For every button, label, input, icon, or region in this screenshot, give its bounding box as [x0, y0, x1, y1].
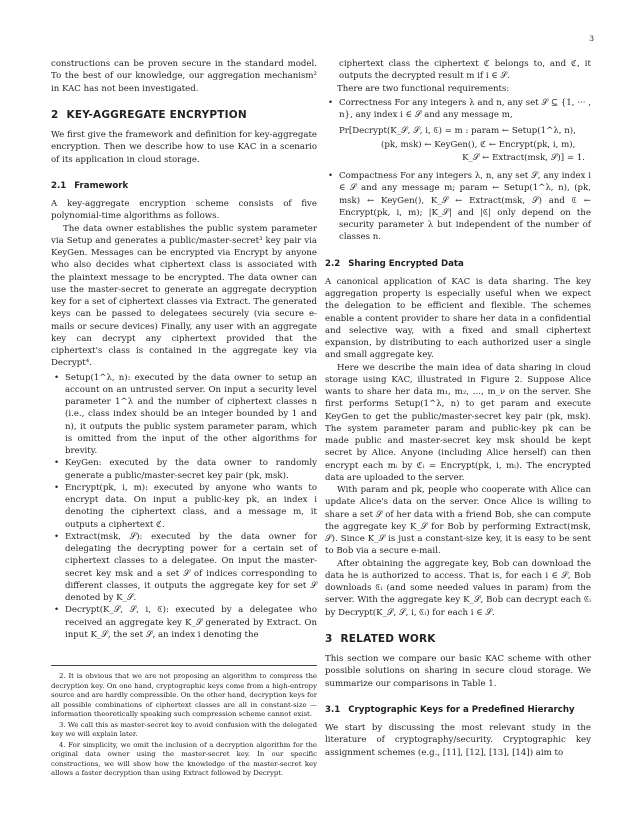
equation — [339, 125, 591, 164]
paragraph: We first give the framework and definition for key-aggregate encryption. Then we describe how to use KAC in a scenario of its application in cloud storage. — [51, 130, 317, 165]
footnote: 3. We call this as master-secret key to avoid confusion with the delegated key we will explain later. — [51, 720, 317, 738]
right-column — [325, 58, 591, 759]
subsection-number: 2.2 — [325, 258, 341, 269]
paragraph: There are two functional requirements: — [337, 83, 510, 94]
paragraph: After obtaining the aggregate key, Bob can download the data he is authorized to access. That is, for each i ∈ 𝒮, Bob downloads ℭᵢ (and some needed values in param) from the server. With the aggregate key K_𝒮, Bob can decrypt each ℭᵢ by Decrypt(K_𝒮, 𝒮, i, ℭᵢ) for each i ∈ 𝒮. — [325, 558, 591, 618]
section-title: KEY-AGGREGATE ENCRYPTION — [66, 108, 247, 121]
list-item: • Setup(1^λ, n): executed by the data owner to setup an account on an untrusted server. On input a security level parameter 1^λ and the number of ciphertext classes n (i.e., class index should be an integer bounded by 1 and n), it outputs the public system parameter param, which is omitted from the input of the other algorithms for brevity. — [51, 372, 317, 458]
list-item: • KeyGen: executed by the data owner to randomly generate a public/master-secret key pair (pk, msk). — [51, 457, 317, 482]
section-heading — [51, 109, 317, 121]
subsection-heading — [325, 258, 591, 270]
paragraph: ciphertext class the ciphertext ℭ belongs to, and ℭ, it outputs the decrypted result m if i ∈ 𝒮. — [339, 59, 591, 82]
section-heading — [325, 633, 591, 645]
equation-line: Pr[Decrypt(K_𝒮, 𝒮, i, ℭ) = m : param ← Setup(1^λ, n), — [339, 126, 576, 137]
footnote: 2. It is obvious that we are not proposing an algorithm to compress the decryption key. On one hand, cryptographic keys come from a high-entropy source and are hardly compressible. On the other hand, decryption keys for all possible combinations of ciphertext classes are all in constant-size — information theoretically speaking such compression scheme cannot exist. — [51, 672, 317, 718]
list-item: • Decrypt(K_𝒮, 𝒮, i, ℭ): executed by a delegatee who received an aggregate key K_𝒮 generated by Extract. On input K_𝒮, the set 𝒮, an index i denoting the — [51, 604, 317, 641]
left-column — [51, 58, 317, 643]
paragraph: This section we compare our basic KAC scheme with other possible solutions on sharing in secure cloud storage. We summarize our comparisons in Table 1. — [325, 654, 591, 689]
list-item: • Encrypt(pk, i, m): executed by anyone who wants to encrypt data. On input a public-key pk, an index i denoting the ciphertext class, and a message m, it outputs a ciphertext ℭ. — [51, 482, 317, 531]
subsection-title: Sharing Encrypted Data — [348, 258, 464, 269]
subsection-heading — [325, 704, 591, 716]
subsection-title: Framework — [74, 180, 129, 191]
section-title: RELATED WORK — [340, 632, 436, 645]
paragraph: constructions can be proven secure in the standard model. To the best of our knowledge, our aggregation mechanism² in KAC has not been investigated. — [51, 59, 317, 94]
subsection-title: Cryptographic Keys for a Predefined Hierarchy — [348, 704, 575, 715]
paragraph: Here we describe the main idea of data sharing in cloud storage using KAC, illustrated in Figure 2. Suppose Alice wants to share her data m₁, m₂, ..., m_ν on the server. She first performs Setup(1^λ, n) to get param and execute KeyGen to get the public/master-secret key pair (pk, msk). The system parameter param and public-key pk can be made public and master-secret key msk should be kept secret by Alice. Anyone (including Alice herself) can then encrypt each mᵢ by ℭᵢ = Encrypt(pk, i, mᵢ). The encrypted data are uploaded to the server. — [325, 362, 591, 483]
paragraph: A key-aggregate encryption scheme consists of five polynomial-time algorithms as follows. — [51, 199, 317, 222]
page-number: 3 — [589, 34, 594, 43]
list-item: • Compactness For any integers λ, n, any set 𝒮, any index i ∈ 𝒮 and any message m; param ← Setup(1^λ, n), (pk, msk) ← KeyGen(), K_𝒮 ← Extract(msk, 𝒮) and ℭ ← Encrypt(pk, i, m); |K_𝒮| and |ℭ| only depend on the security parameter λ but independent of the number of classes n. — [325, 170, 591, 244]
subsection-number: 3.1 — [325, 704, 341, 715]
requirements-list — [325, 97, 591, 122]
equation-line: (pk, msk) ← KeyGen(), ℭ ← Encrypt(pk, i, m), — [381, 139, 576, 150]
paragraph: The data owner establishes the public system parameter via Setup and generates a public/master-secret³ key pair via KeyGen. Messages can be encrypted via Encrypt by anyone who also decides what ciphertext class is associated with the plaintext message to be encrypted. The data owner can use the master-secret to generate an aggregate decryption key for a set of ciphertext classes via Extract. The generated keys can be passed to delegatees securely (via secure e-mails or secure devices) Finally, any user with an aggregate key can decrypt any ciphertext provided that the ciphertext's class is contained in the aggregate key via Decrypt⁴. — [51, 223, 317, 369]
equation-line: K_𝒮 ← Extract(msk, 𝒮)] = 1. — [462, 152, 585, 163]
footnote: 4. For simplicity, we omit the inclusion of a decryption algorithm for the original data owner using the master-secret key. In our specific constructions, we will show how the knowledge of the master-secret key allows a faster decryption than using Extract followed by Decrypt. — [51, 740, 317, 777]
paragraph: A canonical application of KAC is data sharing. The key aggregation property is especially useful when we expect the delegation to be efficient and flexible. The schemes enable a content provider to share her data in a confidential and selective way, with a fixed and small ciphertext expansion, by distributing to each authorized user a single and small aggregate key. — [325, 276, 591, 361]
paragraph: We start by discussing the most relevant study in the literature of cryptography/security. Cryptographic key assignment schemes (e.g., [11], [12], [13], [14]) aim to — [325, 723, 591, 758]
list-item: • Extract(msk, 𝒮): executed by the data owner for delegating the decrypting power for a certain set of ciphertext classes to a delegatee. On input the master-secret key msk and a set 𝒮 of indices corresponding to different classes, it outputs the aggregate key for set 𝒮 denoted by K_𝒮. — [51, 531, 317, 605]
section-number: 3 — [325, 632, 333, 645]
paragraph: With param and pk, people who cooperate with Alice can update Alice's data on the server. Once Alice is willing to share a set 𝒮 of her data with a friend Bob, she can compute the aggregate key K_𝒮 for Bob by performing Extract(msk, 𝒮). Since K_𝒮 is just a constant-size key, it is easy to be sent to Bob via a secure e-mail. — [325, 485, 591, 557]
footnotes — [51, 665, 317, 780]
subsection-number: 2.1 — [51, 180, 67, 191]
algorithm-list — [51, 372, 317, 642]
subsection-heading — [51, 180, 317, 192]
list-item: • Correctness For any integers λ and n, any set 𝒮 ⊆ {1, ··· , n}, any index i ∈ 𝒮 and any message m, — [325, 97, 591, 122]
section-number: 2 — [51, 108, 59, 121]
requirements-list — [325, 170, 591, 244]
